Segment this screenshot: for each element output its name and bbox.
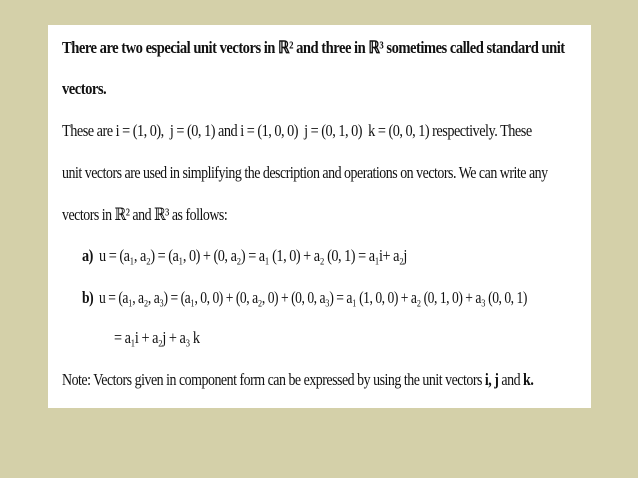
item-a-label: a) bbox=[82, 246, 93, 265]
note-and: and bbox=[498, 370, 524, 389]
note-prefix: Note: Vectors given in component form can be expressed by using the unit vectors bbox=[62, 370, 485, 389]
item-b bbox=[82, 288, 527, 308]
as-follows-line: vectors in ℝ² and ℝ³ as follows: bbox=[62, 205, 228, 224]
item-a bbox=[82, 246, 501, 266]
slide-card bbox=[48, 25, 591, 408]
note-k: k. bbox=[523, 370, 534, 389]
note-line bbox=[62, 370, 534, 390]
item-b-label: b) bbox=[82, 288, 94, 307]
description-line: unit vectors are used in simplifying the description and operations on vectors. We can write any bbox=[62, 163, 548, 182]
eq-k-3d: k = (0, 0, 1) respectively. These bbox=[368, 121, 532, 140]
note-vectors: i, j bbox=[484, 370, 499, 389]
item-b-continuation: = a₁i + a₂j + a₃ k bbox=[114, 328, 200, 347]
intro-line-1: There are two especial unit vectors in ℝ² and three in ℝ³ sometimes called standard unit bbox=[62, 38, 565, 57]
intro-line-2: vectors. bbox=[62, 79, 107, 98]
item-a-equation: u = (a₁, a₂) = (a₁, 0) + (0, a₂) = a₁ (1, 0) + a₂ (0, 1) = a₁i+ a₂j bbox=[99, 246, 407, 265]
eq-j-3d: j = (0, 1, 0) bbox=[304, 121, 362, 140]
line3-prefix: These are bbox=[62, 121, 116, 140]
eq-i-2d: i = (1, 0), bbox=[115, 121, 164, 140]
unit-vectors-line bbox=[62, 121, 532, 141]
item-b-equation: u = (a₁, a₂, a₃) = (a₁, 0, 0) + (0, a₂, 0) + (0, 0, a₃) = a₁ (1, 0, 0) + a₂ (0, 1, 0) + a₃ (0, 0, 1) bbox=[98, 288, 527, 307]
eq-j-2d-i-3d: j = (0, 1) and i = (1, 0, 0) bbox=[169, 121, 299, 140]
